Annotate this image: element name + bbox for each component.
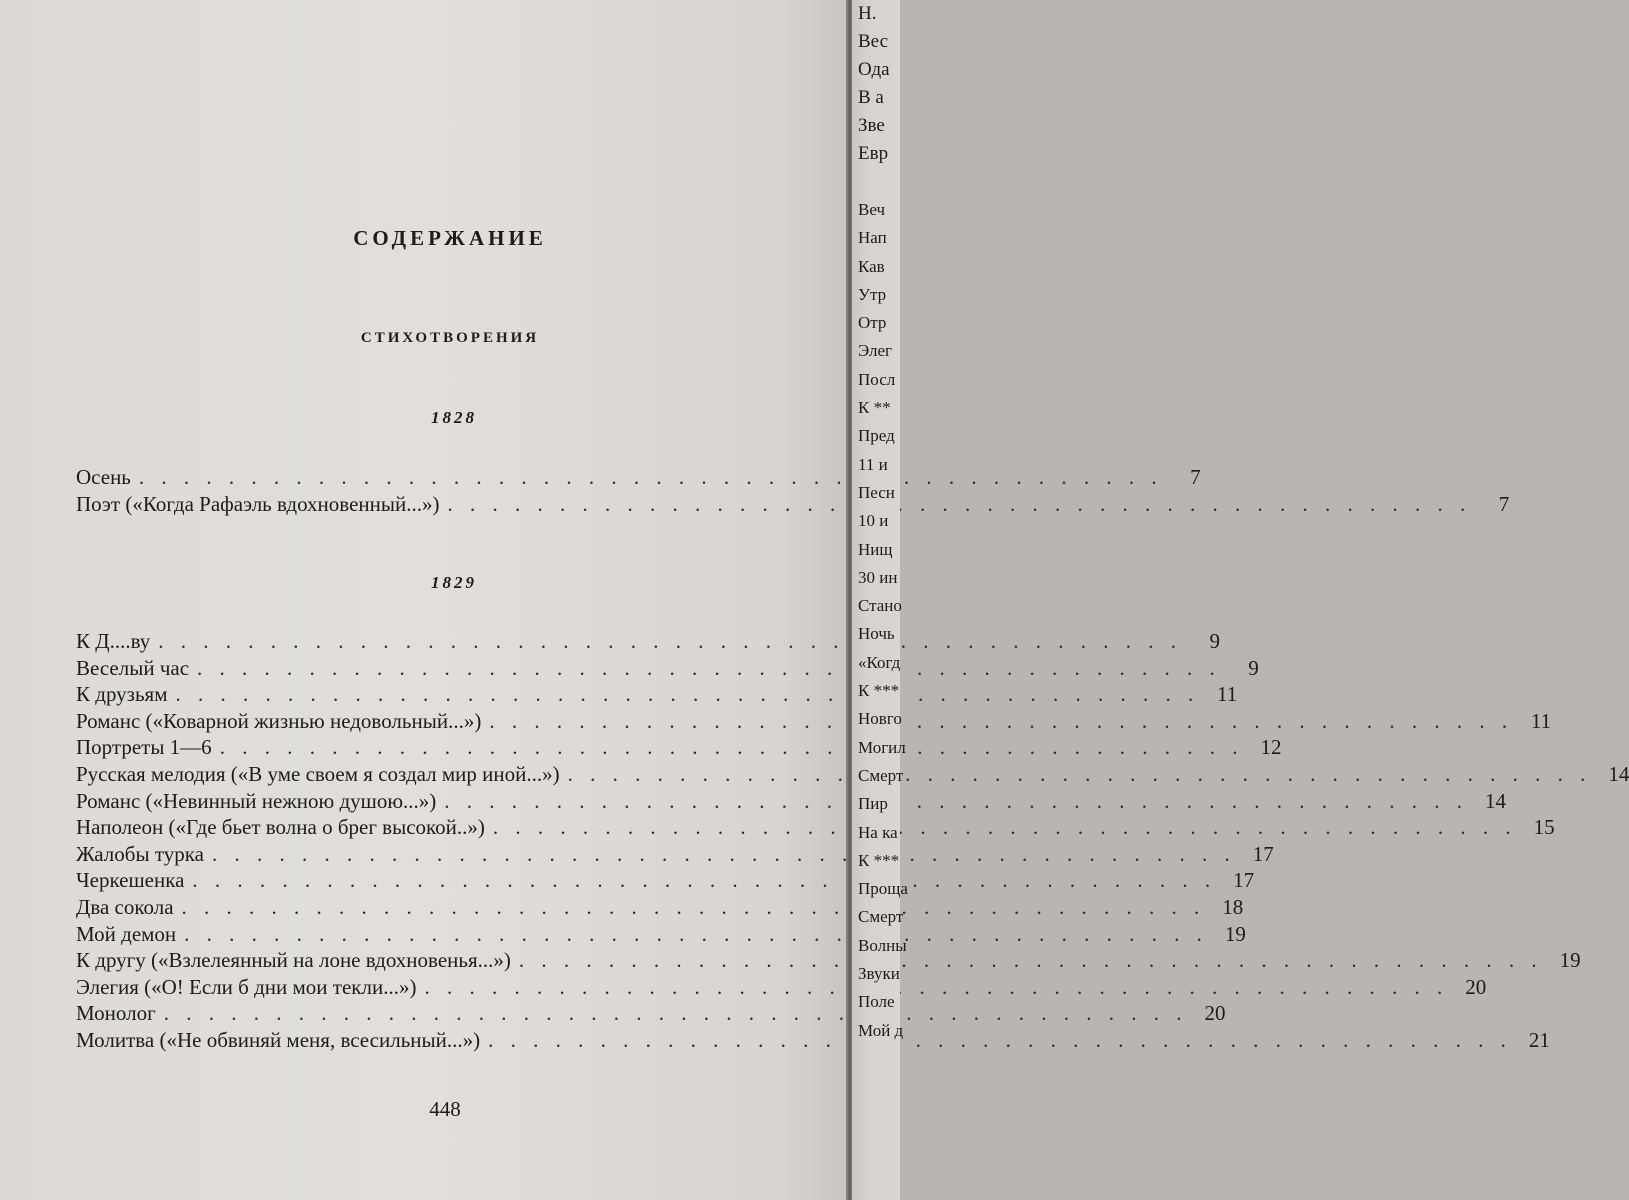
toc-entry-page: 21: [1528, 1027, 1550, 1052]
toc-entry-title: К Д....ву: [76, 629, 151, 653]
adjacent-line: Кав: [858, 256, 885, 276]
adjacent-line: Зве: [858, 115, 885, 136]
toc-entry-page: 12: [1260, 735, 1282, 760]
dot-leader: [192, 867, 1216, 894]
dot-leader: [444, 788, 1468, 815]
dot-leader: [489, 708, 1513, 735]
adjacent-line: Могил: [858, 737, 906, 757]
toc-entry-page: 19: [1224, 921, 1246, 946]
adjacent-line: Ода: [858, 59, 890, 80]
adjacent-line: Звуки: [858, 964, 900, 984]
adjacent-line: Новго: [858, 709, 902, 729]
toc-entry-page: 17: [1233, 868, 1255, 893]
dot-leader: [424, 974, 1448, 1001]
toc-entry-page: 18: [1222, 894, 1244, 919]
section-heading: СТИХОТВОРЕНИЯ: [360, 330, 540, 346]
toc-entry-title: Портреты 1—6: [76, 735, 212, 760]
toc-entry-title: Элегия («О! Если б дни мои текли...»): [76, 974, 417, 999]
dot-leader: [176, 681, 1200, 708]
toc-entry-title: Романс («Коварной жизнью недовольный...»): [76, 708, 482, 733]
toc-entry-title: Осень: [76, 465, 131, 489]
adjacent-line: Н.: [858, 3, 877, 24]
adjacent-line: Ночь: [858, 624, 895, 644]
year-heading-1829: 1829: [431, 573, 477, 592]
adjacent-line: Утр: [858, 284, 887, 304]
dot-leader: [447, 491, 1471, 518]
adjacent-line: Элег: [858, 341, 892, 361]
adjacent-line: Проща: [858, 879, 908, 899]
toc-entry-page: 15: [1533, 815, 1555, 840]
toc-entry-page: 19: [1559, 948, 1581, 973]
toc-entry-page: 14: [1608, 761, 1629, 786]
adjacent-line: 10 и: [858, 511, 889, 531]
toc-entry: [76, 681, 1238, 708]
toc-entry-page: 11: [1530, 708, 1552, 733]
adjacent-line: Отр: [858, 313, 887, 333]
adjacent-line: В а: [858, 87, 884, 108]
toc-entry-page: 9: [1209, 629, 1221, 653]
adjacent-page-edge: [852, 0, 908, 1200]
page-title: СОДЕРЖАНИЕ: [353, 226, 547, 250]
adjacent-line: Смерт: [858, 765, 904, 785]
toc-entry-title: К другу («Взлелеянный на лоне вдохновенья...»): [76, 948, 511, 973]
toc-entry-page: 11: [1217, 682, 1238, 707]
dot-leader: [519, 947, 1543, 974]
toc-entry-page: 17: [1252, 841, 1274, 866]
adjacent-line: Вес: [858, 31, 889, 52]
adjacent-line: Стано: [858, 596, 902, 616]
adjacent-line: Смерт: [858, 907, 904, 927]
toc-entry-title: Наполеон («Где бьет волна о брег высокой..»): [76, 815, 485, 840]
adjacent-line: Мой д: [858, 1020, 904, 1040]
toc-entry-title: К друзьям: [76, 682, 168, 707]
adjacent-page-lines-top: [858, 0, 890, 168]
toc-entry-title: Мой демон: [76, 921, 177, 946]
toc-entry: [76, 841, 1274, 868]
toc-entry-title: Русская мелодия («В уме своем я создал мир иной...»): [76, 761, 560, 786]
adjacent-page-lines-bottom: [858, 196, 908, 1045]
adjacent-line: К ***: [858, 850, 900, 870]
adjacent-line: Поле: [858, 992, 895, 1012]
toc-entry-title: Два сокола: [76, 894, 174, 919]
toc-entry-page: 7: [1498, 491, 1510, 516]
adjacent-line: К **: [858, 398, 891, 418]
page-number: 448: [429, 1097, 461, 1121]
toc-entry-page: 7: [1190, 465, 1201, 489]
toc-entry-page: 20: [1204, 1001, 1226, 1026]
dot-leader: [493, 814, 1517, 841]
dot-leader: [488, 1027, 1512, 1054]
adjacent-line: К ***: [858, 681, 900, 701]
adjacent-line: Песн: [858, 482, 895, 502]
year-heading-1828: 1828: [431, 408, 477, 427]
adjacent-line: Нищ: [858, 539, 893, 559]
dot-leader: [184, 921, 1208, 948]
toc-entry-title: Монолог: [76, 1001, 156, 1026]
toc-entry-title: Поэт («Когда Рафаэль вдохновенный...»): [76, 491, 440, 516]
dot-leader: [158, 628, 1182, 655]
dot-leader: [182, 894, 1206, 921]
adjacent-line: 11 и: [858, 454, 888, 474]
adjacent-line: Нап: [858, 228, 887, 248]
adjacent-line: Посл: [858, 369, 896, 389]
toc-entry-title: Веселый час: [76, 655, 190, 680]
dot-leader: [197, 655, 1221, 682]
toc-entry-title: Черкешенка: [76, 868, 185, 893]
dot-leader: [220, 734, 1244, 761]
toc-entry-page: 9: [1248, 655, 1259, 680]
toc-entry-title: Молитва («Не обвиняй меня, всесильный...»): [76, 1027, 481, 1052]
adjacent-line: Волны: [858, 935, 907, 955]
dot-leader: [164, 1000, 1188, 1027]
adjacent-line: На ка: [858, 822, 898, 842]
adjacent-line: «Когд: [858, 652, 901, 672]
toc-entry-page: 14: [1485, 788, 1507, 813]
toc-entry-page: 20: [1465, 974, 1487, 999]
dot-leader: [568, 761, 1592, 788]
dot-leader: [139, 464, 1163, 491]
dot-leader: [212, 841, 1236, 868]
adjacent-line: 30 ин: [858, 567, 898, 587]
adjacent-line: Пред: [858, 426, 895, 446]
adjacent-line: Евр: [858, 143, 889, 164]
toc-entry-title: Жалобы турка: [76, 841, 204, 866]
adjacent-line: Веч: [858, 200, 886, 219]
adjacent-line: Пир: [858, 794, 888, 814]
toc-entry-title: Романс («Невинный нежною душою...»): [76, 788, 437, 813]
